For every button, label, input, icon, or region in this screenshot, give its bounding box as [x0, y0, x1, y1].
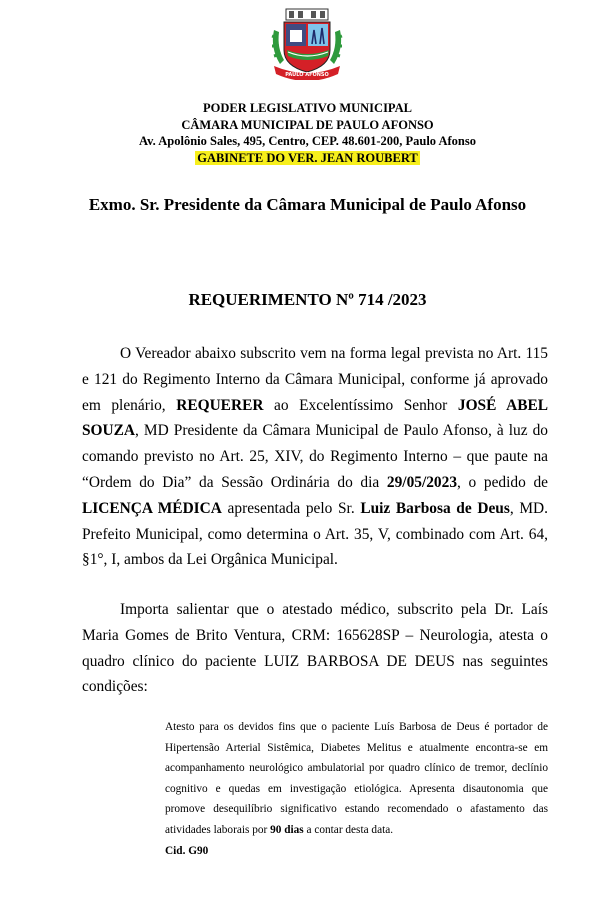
letterhead-line-1: PODER LEGISLATIVO MUNICIPAL	[202, 101, 413, 115]
letterhead-office: GABINETE DO VER. JEAN ROUBERT	[197, 150, 418, 165]
letterhead-address: Av. Apolônio Sales, 495, Centro, CEP. 48.601-200, Paulo Afonso	[139, 134, 476, 148]
municipal-coat-of-arms-icon	[268, 8, 346, 80]
body-paragraph-1: O Vereador abaixo subscrito vem na forma legal prevista no Art. 115 e 121 do Regimento Interno da Câmara Municipal, conforme já aprovado em plenário, REQUERER ao Excelentíssimo Senhor JOSÉ ABEL SOUZA, MD Presidente da Câmara Municipal de Paulo Afonso, à luz do comando previsto no Art. 25, XIV, do Regimento Interno – que paute na “Ordem do Dia” da Sessão Ordinária do dia 29/05/2023, o pedido de LICENÇA MÉDICA apresentada pelo Sr. Luiz Barbosa de Deus, MD. Prefeito Municipal, como determina o Art. 35, V, combinado com Art. 64, §1°, I, ambos da Lei Orgânica Municipal.	[82, 345, 548, 569]
letterhead-line-2: CÂMARA MUNICIPAL DE PAULO AFONSO	[181, 117, 434, 132]
body-paragraph-2: Importa salientar que o atestado médico, subscrito pela Dr. Laís Maria Gomes de Brito Ventura, CRM: 165628SP – Neurologia, atesta o quadro clínico do paciente LUIZ BARBOSA DE DEUS nas seguintes condições:	[82, 601, 548, 696]
crest-banner-text: PAULO AFONSO	[285, 72, 329, 78]
cid-code: Cid. G90	[165, 844, 209, 857]
letterhead	[0, 100, 615, 166]
medical-certificate-quote: Atesto para os devidos fins que o paciente Luís Barbosa de Deus é portador de Hipertensão Arterial Sistêmica, Diabetes Melitus e atualmente encontra-se em acompanhamento neurológico ambulatorial por quadro clínico de tremor, declínio cognitivo e quedas em investigação etiológica. Apresenta disautonomia que promove desequilíbrio significativo estando recomendado o afastamento das atividades laborais por 90 dias a contar desta data. Cid. G90	[165, 721, 548, 857]
document-title: REQUERIMENTO Nº 714 /2023	[188, 290, 427, 309]
addressee: Exmo. Sr. Presidente da Câmara Municipal de Paulo Afonso	[88, 195, 527, 214]
